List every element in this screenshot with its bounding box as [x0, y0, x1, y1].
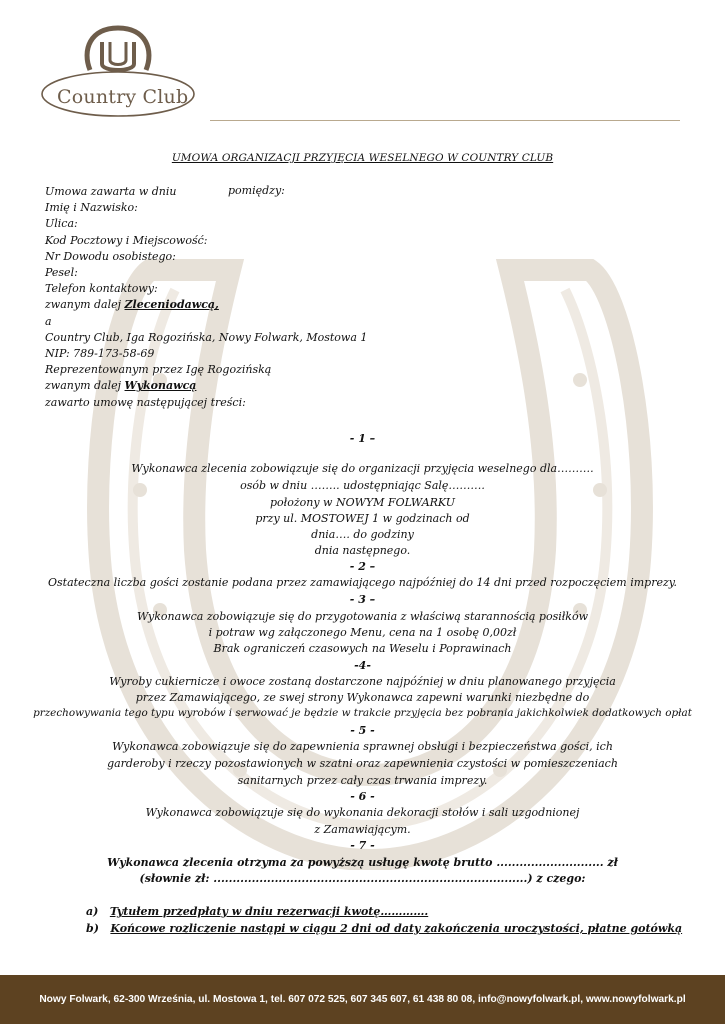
payment-text: Końcowe rozliczenie nastąpi w ciągu 2 dni od daty zakończenia uroczystości, płatne gotówką — [110, 922, 683, 935]
section-5-heading: - 5 - — [350, 724, 375, 737]
footer-bar — [0, 975, 725, 1024]
payment-text: Tytułem przedpłaty w dniu rezerwacji kwotę…………. — [109, 905, 429, 918]
payment-item-a — [86, 905, 428, 918]
client-role-prefix: zwanym dalej — [45, 298, 125, 312]
section-7-line: Wykonawca zlecenia otrzyma za powyższą usługę kwotę brutto ............................ zł — [107, 856, 618, 869]
section-3-line: Brak ograniczeń czasowych na Weselu i Poprawinach — [213, 642, 512, 655]
logo-text: Country Club — [57, 86, 189, 108]
section-5-line: Wykonawca zobowiązuje się do zapewnienia sprawnej obsługi i bezpieczeństwa gości, ich — [112, 740, 613, 753]
section-4-line: Wyroby cukiernicze i owoce zostaną dostarczone najpóźniej w dniu planowanego przyjęcia — [109, 675, 616, 688]
section-4-line: przechowywania tego typu wyrobów i serwować je będzie w trakcie przyjęcia bez pobrania jakichkolwiek dodatkowych opłat — [33, 707, 692, 719]
section-5-line: sanitarnych przez cały czas trwania imprezy. — [237, 774, 488, 787]
section-4-heading: -4- — [354, 659, 371, 672]
payment-marker: b) — [86, 922, 99, 935]
postal-line: Kod Pocztowy i Miejscowość: — [45, 233, 208, 247]
contract-date-line: Umowa zawarta w dniu — [45, 185, 177, 198]
contractor-role-line — [45, 378, 367, 394]
representative-line: Reprezentowanym przez Igę Rogozińską — [45, 363, 272, 377]
section-7-line: (słownie zł: ..................................................................................) z czego: — [139, 872, 586, 885]
section-1-line: Wykonawca zlecenia zobowiązuje się do organizacji przyjęcia weselnego dla………. — [131, 462, 594, 475]
section-7-heading: - 7 - — [350, 839, 375, 852]
contractor-role-prefix: zwanym dalej — [45, 379, 125, 393]
company-line: Country Club, Iga Rogozińska, Nowy Folwark, Mostowa 1 — [45, 330, 368, 344]
and-line: a — [45, 314, 52, 328]
street-line: Ulica: — [45, 217, 78, 231]
section-1-line: położony w NOWYM FOLWARKU — [269, 496, 456, 509]
section-4-line: przez Zamawiającego, ze swej strony Wykonawca zapewni warunki niezbędne do — [135, 691, 590, 704]
name-line: Imię i Nazwisko: — [45, 201, 138, 215]
client-role-line — [45, 297, 367, 313]
contractor-role: Wykonawcą — [124, 379, 197, 393]
section-6-line: Wykonawca zobowiązuje się do wykonania dekoracji stołów i sali uzgodnionej — [145, 806, 580, 819]
section-1-line: przy ul. MOSTOWEJ 1 w godzinach od — [255, 512, 470, 525]
client-role: Zleceniodawcą, — [124, 298, 219, 312]
id-line: Nr Dowodu osobistego: — [45, 249, 176, 263]
payment-marker: a) — [86, 905, 99, 918]
section-6-line: z Zamawiającym. — [314, 823, 411, 836]
section-3-line: Wykonawca zobowiązuje się do przygotowania z właściwą starannością posiłków — [136, 610, 589, 623]
section-5-line: garderoby i rzeczy pozostawionych w szatni oraz zapewnienia czystości w pomieszczeniach — [107, 757, 618, 770]
section-6-heading: - 6 - — [350, 790, 375, 803]
document-title: UMOWA ORGANIZACJI PRZYJĘCIA WESELNEGO W COUNTRY CLUB — [171, 152, 554, 164]
content-intro-line: zawarto umowę następującej treści: — [45, 395, 246, 409]
nip-line: NIP: 789-173-58-69 — [45, 347, 155, 361]
payment-item-b — [86, 922, 682, 935]
section-3-heading: - 3 – — [349, 593, 376, 606]
section-2-heading: - 2 – — [349, 560, 376, 573]
section-1-line: dnia następnego. — [314, 544, 411, 557]
pesel-line: Pesel: — [45, 266, 78, 280]
section-1-line: osób w dniu …….. udostępniając Salę………. — [240, 479, 485, 492]
section-1-heading: - 1 – — [349, 432, 376, 445]
footer-contact-text: Nowy Folwark, 62-300 Września, ul. Mostowa 1, tel. 607 072 525, 607 345 607, 61 438 80 08, info@nowyfolwark.pl, www.nowyfolwark.pl — [39, 994, 686, 1005]
phone-line: Telefon kontaktowy: — [45, 282, 158, 296]
header-divider — [210, 120, 680, 121]
section-2-line: Ostateczna liczba gości zostanie podana przez zamawiającego najpóźniej do 14 dni przed rozpoczęciem imprezy. — [47, 576, 678, 589]
between-label: pomiędzy: — [228, 184, 285, 197]
parties-block — [45, 184, 367, 411]
section-1-line: dnia…. do godziny — [311, 528, 414, 541]
section-3-line: i potraw wg załączonego Menu, cena na 1 osobę 0,00zł — [208, 626, 517, 639]
